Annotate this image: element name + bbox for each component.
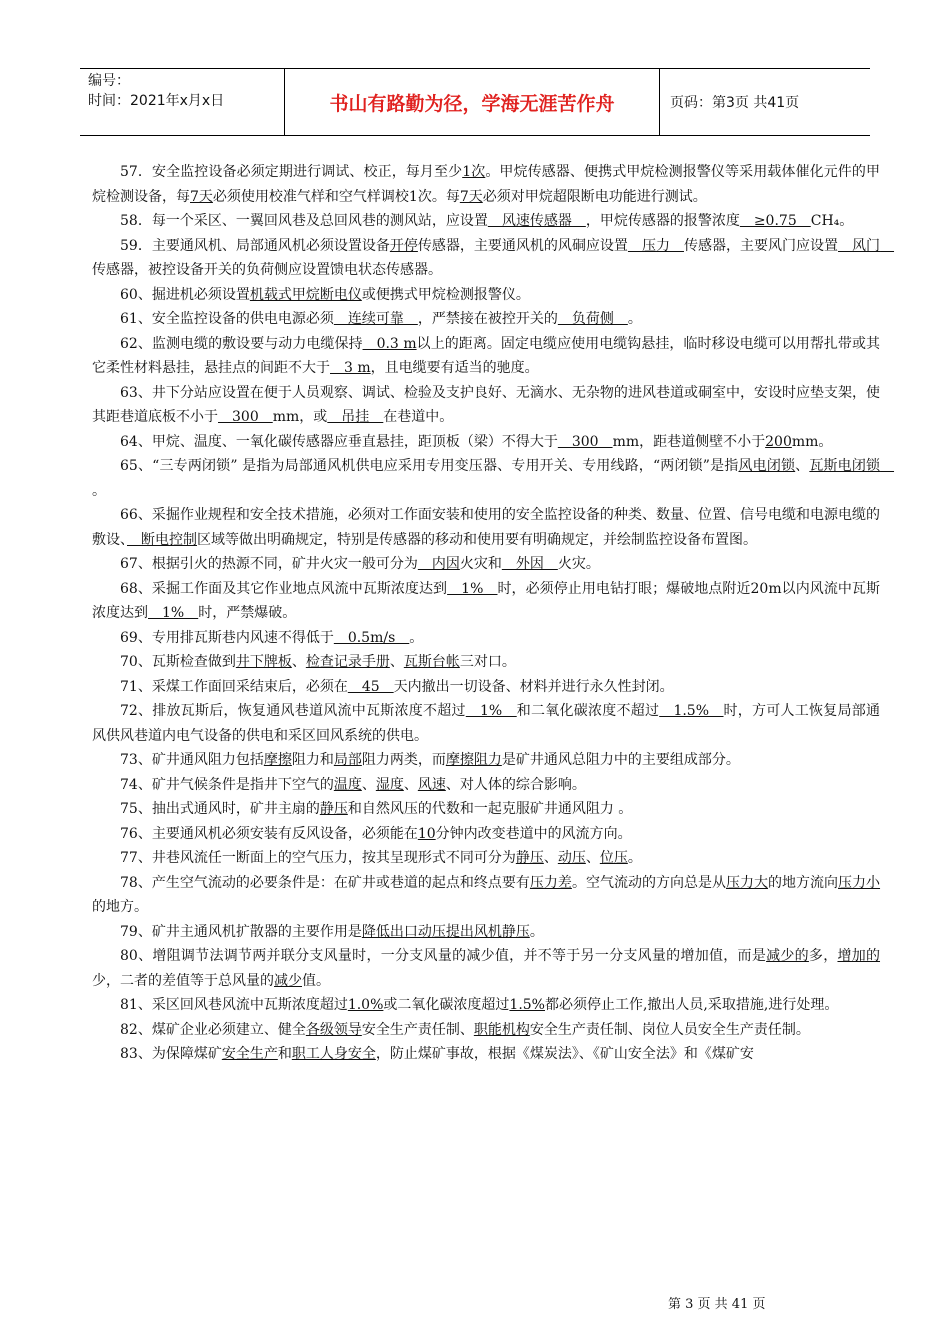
question-text: 。空气流动的方向总是从 [571,874,726,891]
question-text: 火灾。 [557,556,600,572]
question-text: 68、采掘工作面及其它作业地点风流中瓦斯浓度达到 [120,580,448,597]
question-paragraph [92,773,880,798]
answer-blank: 负荷侧 [557,311,628,327]
answer-blank: 3 m [330,360,371,376]
answer-blank: 职能机构 [473,1021,530,1038]
answer-blank: 风速传感器 [487,213,586,229]
question-text: 在巷道中。 [383,409,454,425]
answer-blank: 外因 [501,556,558,572]
question-paragraph [92,503,880,552]
question-text: mm，或 [272,409,328,425]
answer-blank: 1% [465,703,517,719]
question-paragraph [92,650,880,675]
question-text: ，严禁接在被控开关的 [417,311,558,327]
page-footer: 第 3 页 共 41 页 [668,1297,766,1312]
answer-blank: 静压 [515,850,544,866]
question-text: 83、为保障煤矿 [120,1046,222,1062]
answer-blank: 压力 [627,237,684,254]
answer-blank: 职工人身安全 [291,1046,376,1062]
answer-blank: ≥0.75 [739,213,811,229]
answer-blank: 1次 [462,164,486,180]
answer-blank: 内因 [417,556,460,572]
question-text: 和 [277,1046,292,1062]
question-paragraph [92,552,880,577]
question-text: ，防止煤矿事故，根据《煤炭法》、《矿山安全法》和《煤矿安 [375,1046,754,1062]
question-paragraph [92,993,880,1018]
answer-blank: 1.0% [347,997,384,1013]
question-text: 分钟内改变巷道中的风流方向。 [435,825,632,842]
header-motto: 书山有路勤为径，学海无涯苦作舟 [285,69,660,135]
question-text: 。 [529,923,544,940]
answer-blank: 瓦斯电闭锁 [809,458,895,474]
page-header [80,68,870,136]
question-paragraph [92,748,880,773]
question-text: 值。 [302,972,330,989]
answer-blank: 300 [557,433,613,450]
answer-blank: 吊挂 [327,409,384,425]
question-text: 、 [795,458,810,474]
question-text: 安全生产责任制、 [361,1021,474,1038]
header-page-number: 页码：第3页 共41页 [670,95,800,111]
question-text: CH₄。 [810,213,854,229]
question-text: 必须使用校准气样和空气样调校1次。每 [212,188,460,205]
question-paragraph [92,307,880,332]
date-label: 时间：2021年x月x日 [88,93,225,109]
answer-blank: 7天 [459,188,483,205]
question-text: 、 [403,776,418,793]
question-text: 三对口。 [459,654,516,670]
question-text: 传感器，主要通风机的风硐应设置 [417,237,628,254]
question-text: 阻力和 [291,752,334,768]
answer-blank: 连续可靠 [333,311,418,327]
question-text: 76、主要通风机必须安装有反风设备，必须能在 [120,825,418,842]
question-text: 和二氧化碳浓度不超过 [516,703,660,719]
answer-blank: 风门 [838,237,895,254]
answer-blank: 摩擦 [263,752,292,768]
question-paragraph [92,160,880,209]
question-text: 74、矿井气候条件是指井下空气的 [120,776,334,793]
question-text: 、 [361,776,376,793]
answer-blank: 0.5m/s [333,629,410,646]
question-text: 区域等做出明确规定，特别是传感器的移动和使用要有明确规定，并绘制监控设备布置图。 [197,531,757,548]
answer-blank: 温度 [333,776,362,793]
question-text: 73、矿井通风阻力包括 [120,752,264,768]
question-text: 和自然风压的代数和一起克服矿井通风阻力 。 [347,801,633,817]
answer-blank: 1.5% [659,703,724,719]
answer-blank: 增加的 [837,948,881,964]
question-paragraph [92,920,880,945]
question-text: 都必须停止工作,撤出人员,采取措施,进行处理。 [544,997,839,1013]
answer-blank: 1% [148,605,199,621]
answer-blank: 湿度 [375,776,404,793]
question-text: 。 [627,850,642,866]
question-text: 63、井下分站应设置在便于人员观察、调试、检验及支护良好、无滴水、无杂物的进风巷道或硐室中，安设时应垫支架，使其距巷道底板不小于 [92,384,880,425]
answer-blank: 0.3 m [362,335,417,352]
question-text: 是矿井通风总阻力中的主要组成部分。 [501,752,740,768]
question-text: 少，二者的差值等于总风量的 [92,972,274,989]
document-body [92,160,895,1067]
question-text: 。甲烷传感器、便携式甲烷检测报警仪等采用载体催化元件的甲烷检测设备，每 [92,164,880,205]
question-text: 79、矿井主通风机扩散器的主要作用是 [120,923,362,940]
question-text: 70、瓦斯检查做到 [120,654,236,670]
question-text: 80、增阻调节法调节两并联分支风量时，一分支风量的减少值，并不等于另一分支风量的增加值，而是 [120,948,767,964]
question-text: mm，距巷道侧壁不小于 [612,433,766,450]
question-paragraph [92,454,895,503]
question-paragraph [92,381,880,430]
answer-blank: 风速 [417,776,446,793]
answer-blank: 10 [417,825,436,842]
answer-blank: 检查记录手册 [305,654,390,670]
serial-number-label: 编号： [88,73,130,89]
answer-blank: 压力大 [725,874,768,891]
question-paragraph [92,430,880,455]
question-text: 61、安全监控设备的供电电源必须 [120,311,334,327]
question-text: 天内撤出一切设备、材料并进行永久性封闭。 [393,678,674,695]
question-paragraph [92,871,880,920]
question-text: 71、采煤工作面回采结束后，必须在 [120,678,348,695]
question-paragraph [92,699,880,748]
question-paragraph [92,1018,880,1043]
question-text: 82、煤矿企业必须建立、健全 [120,1021,306,1038]
answer-blank: 静压 [319,801,348,817]
question-text: 安全生产责任制、岗位人员安全生产责任制。 [529,1021,810,1038]
answer-blank: 动压 [557,850,586,866]
question-text: 、对人体的综合影响。 [445,776,586,793]
question-text: 62、监测电缆的敷设要与动力电缆保持 [120,335,363,352]
question-text: 60、掘进机必须设置 [120,286,250,303]
answer-blank: 位压 [599,850,628,866]
question-text: 81、采区回风巷风流中瓦斯浓度超过 [120,997,348,1013]
question-text: 以上的距离。固定电缆应使用电缆钩悬挂，临时移设电缆可以用帮扎带或其它柔性材料悬挂，悬挂点的间距不大于 [92,335,880,376]
question-text: 时，严禁爆破。 [198,605,297,621]
question-paragraph [92,209,880,234]
answer-blank: 减少的 [766,948,809,964]
question-text: 的地方流向 [768,874,839,891]
answer-blank: 摩擦阻力 [445,752,502,768]
question-text: 的地方。 [92,899,148,915]
question-text: 69、专用排瓦斯巷内风速不得低于 [120,629,334,646]
question-text: 传感器，被控设备开关的负荷侧应设置馈电状态传感器。 [92,262,442,278]
answer-blank: 45 [347,678,394,695]
question-text: 65、“三专两闭锁” 是指为局部通风机供电应采用专用变压器、专用开关、专用线路，“两闭锁”是指 [120,458,739,474]
question-text: 传感器，主要风门应设置 [683,237,839,254]
question-paragraph [92,234,895,283]
answer-blank: 各级领导 [305,1021,362,1038]
question-text: 67、根据引火的热源不同，矿井火灾一般可分为 [120,556,418,572]
question-text: 75、抽出式通风时，矿井主扇的 [120,801,320,817]
question-paragraph [92,675,880,700]
question-text: 火灾和 [459,556,502,572]
question-paragraph [92,797,880,822]
question-text: 、 [291,654,306,670]
question-text: 66、采掘作业规程和安全技术措施，必须对工作面安装和使用的安全监控设备的种类、数量、位置、信号电缆和电源电缆的敷设、 [92,507,880,548]
answer-blank: 7天 [190,188,213,205]
answer-blank: 瓦斯台帐 [403,654,460,670]
question-text: 多， [808,948,838,964]
question-text: 。 [627,311,642,327]
question-text: 、 [585,850,600,866]
answer-blank: 机载式甲烷断电仪 [249,286,362,303]
question-text: 72、排放瓦斯后，恢复通风巷道风流中瓦斯浓度不超过 [120,703,466,719]
answer-blank: 压力差 [529,874,572,891]
answer-blank: 300 [218,409,273,425]
question-text: ，甲烷传感器的报警浓度 [585,213,740,229]
question-paragraph [92,577,880,626]
question-text: 。 [409,629,424,646]
answer-blank: 减少 [274,972,302,989]
question-text: 64、甲烷、温度、一氧化碳传感器应垂直悬挂，距顶板（梁）不得大于 [120,433,558,450]
question-text: 57．安全监控设备必须定期进行调试、校正，每月至少 [120,164,463,180]
question-text: 77、井巷风流任一断面上的空气压力，按其呈现形式不同可分为 [120,850,516,866]
question-text: 时，必须停止用电钻打眼；爆破地点附近20m以内风流中瓦斯浓度达到 [92,580,880,621]
question-paragraph [92,1042,880,1067]
answer-blank: 开停 [389,237,418,254]
question-text: 必须对甲烷超限断电功能进行测试。 [482,188,707,205]
question-text: 78、产生空气流动的必要条件是：在矿井或巷道的起点和终点要有 [120,874,530,891]
answer-blank: 局部 [333,752,362,768]
answer-blank: 1.5% [509,997,545,1013]
question-paragraph [92,332,880,381]
question-text: 阻力两类，而 [361,752,446,768]
question-paragraph [92,944,880,993]
question-text: 时，方可人工恢复局部通风供风巷道内电气设备的供电和采区回风系统的供电。 [92,703,880,744]
answer-blank: 压力小 [838,874,881,891]
question-text: mm。 [791,433,833,450]
question-paragraph [92,822,880,847]
header-meta-cell [80,69,285,135]
question-text: 58．每一个采区、一翼回风巷及总回风巷的测风站，应设置 [120,213,488,229]
question-text: 、 [543,850,558,866]
question-text: 。 [92,482,106,499]
question-text: 59．主要通风机、局部通风机必须设置设备 [120,237,390,254]
question-text: 或二氧化碳浓度超过 [383,997,510,1013]
answer-blank: 井下牌板 [235,654,292,670]
question-text: 或便携式甲烷检测报警仪。 [361,286,530,303]
answer-blank: 降低出口动压提出风机静压 [361,923,530,940]
answer-blank: 断电控制 [127,531,197,548]
question-paragraph [92,626,880,651]
question-text: 、 [389,654,404,670]
answer-blank: 200 [765,433,792,450]
question-paragraph [92,283,880,308]
answer-blank: 1% [447,580,498,597]
answer-blank: 风电闭锁 [738,458,796,474]
answer-blank: 安全生产 [221,1046,278,1062]
question-text: ，且电缆要有适当的驰度。 [370,360,539,376]
question-paragraph [92,846,880,871]
